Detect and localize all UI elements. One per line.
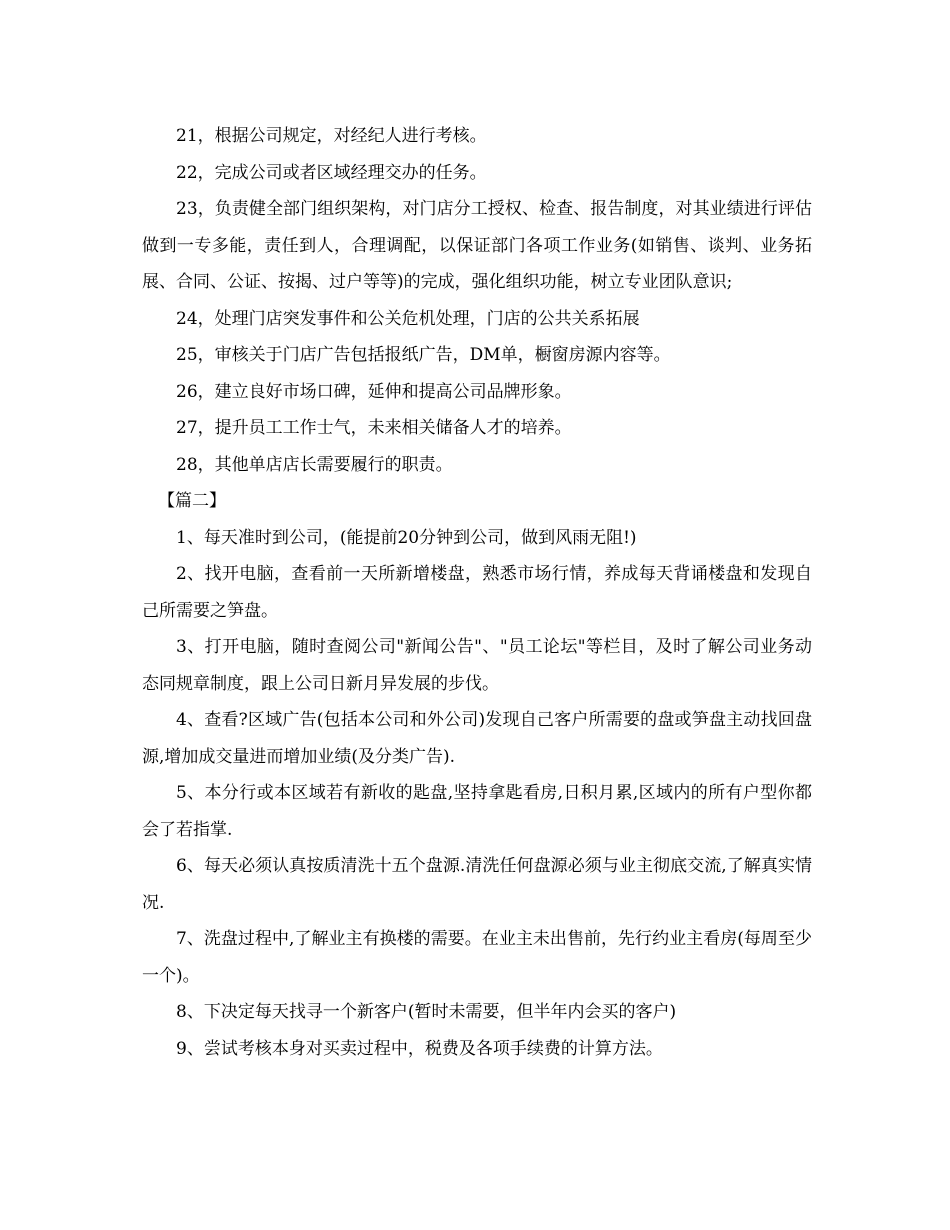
paragraph-26: 26，建立良好市场口碑，延伸和提高公司品牌形象。: [176, 381, 572, 402]
paragraph-item-1: 1、每天准时到公司，(能提前20分钟到公司，做到风雨无阻!): [176, 527, 637, 548]
document-body: [142, 118, 812, 1067]
paragraph-item-9: 9、尝试考核本身对买卖过程中，税费及各项手续费的计算方法。: [176, 1038, 663, 1059]
paragraph-23: 23，负责健全部门组织架构，对门店分工授权、检查、报告制度，对其业绩进行评估做到一专多能，责任到人，合理调配，以保证部门各项工作业务(如销售、谈判、业务拓展、合同、公证、按揭、过户等等)的完成，强化组织功能，树立专业团队意识;: [142, 199, 812, 292]
paragraph-item-4: 4、查看?区域广告(包括本公司和外公司)发现自己客户所需要的盘或笋盘主动找回盘源,增加成交量进而增加业绩(及分类广告).: [142, 710, 812, 767]
paragraph-21: 21，根据公司规定，对经纪人进行考核。: [176, 126, 487, 146]
paragraph-27: 27，提升员工工作士气，未来相关储备人才的培养。: [176, 418, 572, 438]
paragraph-28: 28，其他单店店长需要履行的职责。: [176, 454, 453, 475]
paragraph-item-5: 5、本分行或本区域若有新收的匙盘,坚持拿匙看房,日积月累,区域内的所有户型你都会了若指掌.: [142, 783, 812, 840]
paragraph-25: 25，审核关于门店广告包括报纸广告，DM单，橱窗房源内容等。: [176, 345, 671, 365]
paragraph-item-2: 2、找开电脑，查看前一天所新增楼盘，熟悉市场行情，养成每天背诵楼盘和发现自己所需要之笋盘。: [142, 564, 812, 621]
paragraph-item-3: 3、打开电脑，随时查阅公司"新闻公告"、"员工论坛"等栏目，及时了解公司业务动态同规章制度，跟上公司日新月异发展的步伐。: [142, 637, 812, 694]
paragraph-item-6: 6、每天必须认真按质清洗十五个盘源.清洗任何盘源必须与业主彻底交流,了解真实情况.: [142, 856, 812, 913]
paragraph-24: 24，处理门店突发事件和公关危机处理，门店的公共关系拓展: [176, 308, 640, 329]
paragraph-item-8: 8、下决定每天找寻一个新客户(暂时未需要，但半年内会买的客户): [176, 1002, 677, 1022]
section-heading: 【篇二】: [158, 491, 226, 511]
paragraph-item-7: 7、洗盘过程中,了解业主有换楼的需要。在业主未出售前，先行约业主看房(每周至少一个)。: [142, 929, 812, 986]
paragraph-22: 22，完成公司或者区域经理交办的任务。: [176, 162, 487, 183]
